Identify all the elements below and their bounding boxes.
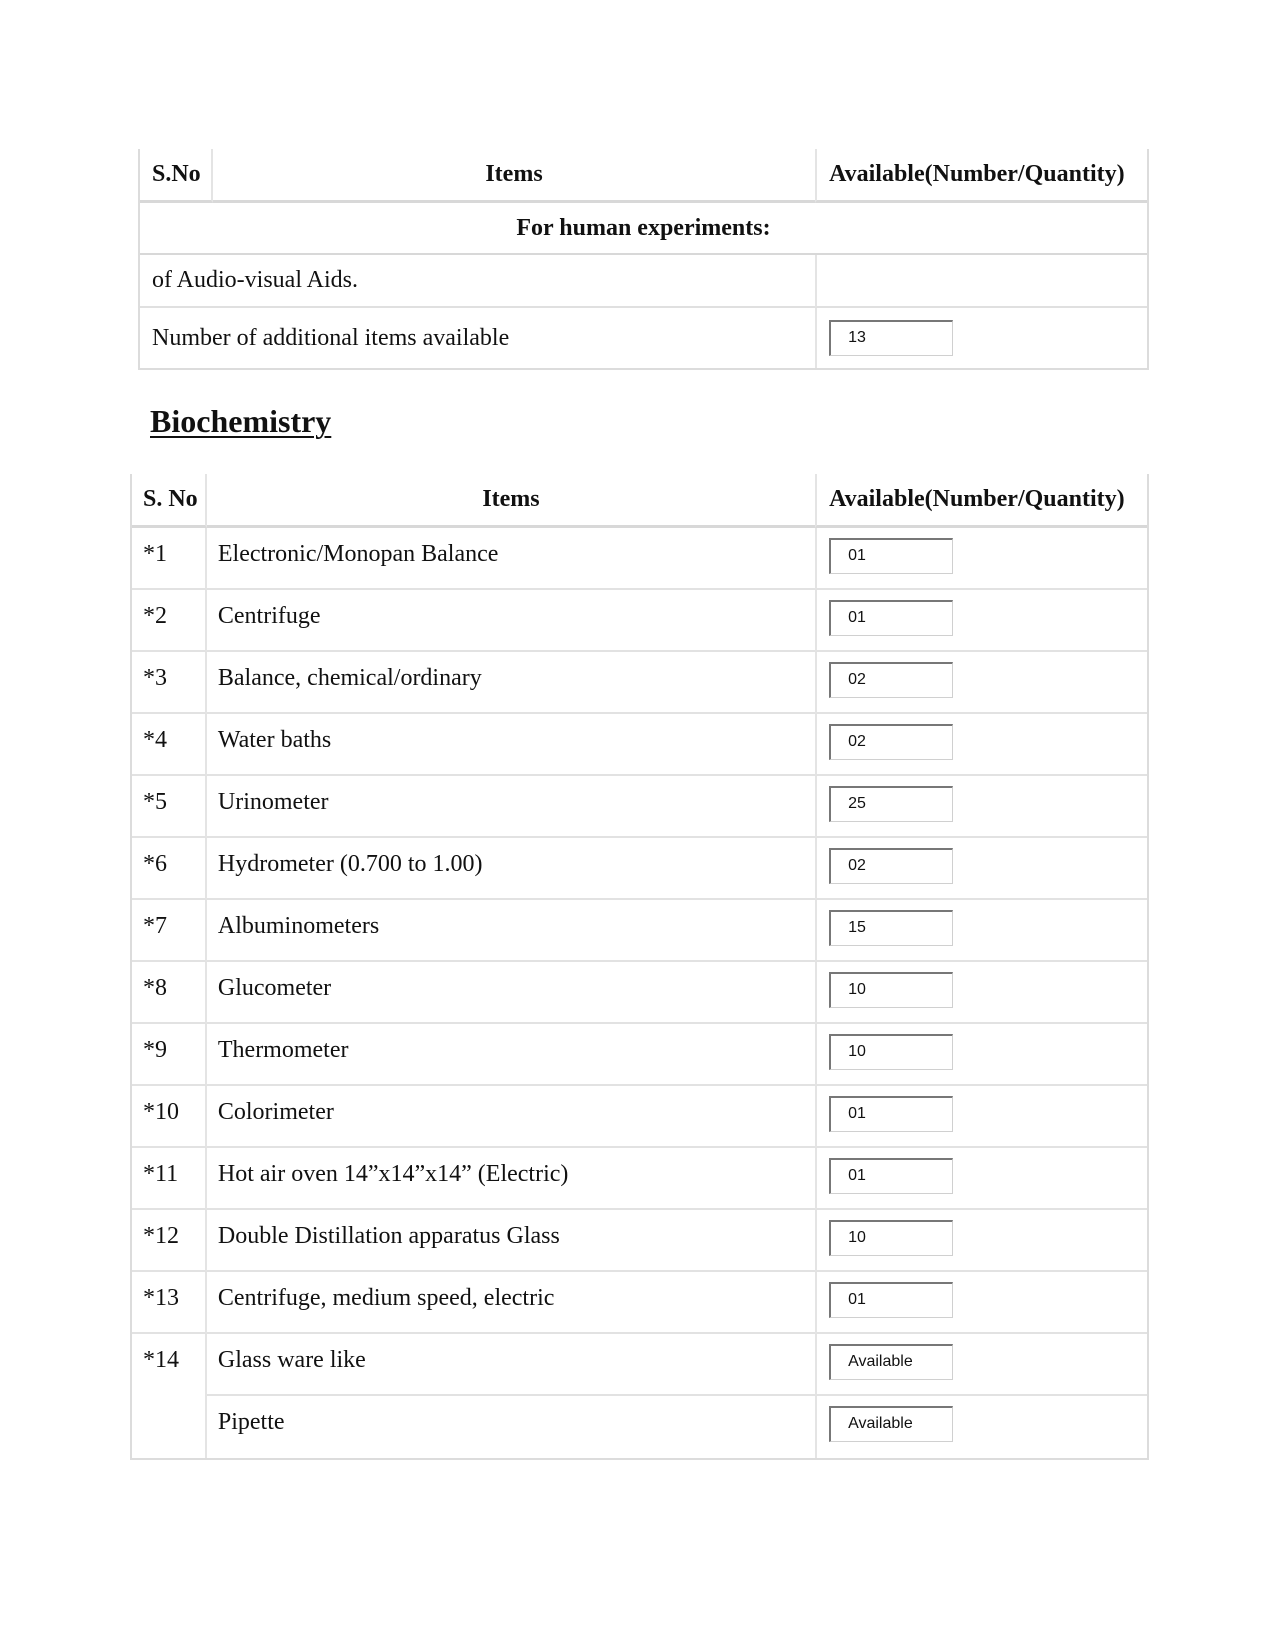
quantity-field[interactable]: 15 <box>829 910 953 946</box>
row-sno: *6 <box>132 838 207 900</box>
row-item: Colorimeter <box>207 1086 815 1148</box>
header-row <box>140 149 1147 203</box>
row-item: Hydrometer (0.700 to 1.00) <box>207 838 815 900</box>
quantity-field[interactable]: 01 <box>829 538 953 574</box>
row-value-cell <box>815 900 1147 962</box>
header-available: Available(Number/Quantity) <box>815 474 1147 528</box>
row-value-cell <box>815 962 1147 1024</box>
row-value-cell <box>815 1024 1147 1086</box>
header-available: Available(Number/Quantity) <box>815 149 1147 203</box>
row-value-cell <box>815 652 1147 714</box>
row-item: Thermometer <box>207 1024 815 1086</box>
row-value-cell <box>815 308 1147 368</box>
quantity-field[interactable]: Available <box>829 1344 953 1380</box>
row-value-cell <box>815 255 1147 308</box>
row-sno: *14 <box>132 1334 207 1396</box>
section-row <box>140 203 1147 255</box>
table-row <box>132 1024 1147 1086</box>
quantity-field[interactable]: 02 <box>829 662 953 698</box>
row-value-cell <box>815 1148 1147 1210</box>
table-row <box>132 1396 1147 1458</box>
row-sno: *2 <box>132 590 207 652</box>
biochemistry-table <box>130 474 1149 1460</box>
quantity-field[interactable]: 10 <box>829 972 953 1008</box>
row-item: Hot air oven 14”x14”x14” (Electric) <box>207 1148 815 1210</box>
quantity-field[interactable]: 01 <box>829 1158 953 1194</box>
table-row <box>140 255 1147 308</box>
row-item: Glucometer <box>207 962 815 1024</box>
row-sno: *7 <box>132 900 207 962</box>
table-row <box>132 1334 1147 1396</box>
row-sno: *10 <box>132 1086 207 1148</box>
row-sno: *11 <box>132 1148 207 1210</box>
quantity-field[interactable]: 13 <box>829 320 953 356</box>
table-row <box>132 652 1147 714</box>
quantity-field[interactable]: 01 <box>829 1282 953 1318</box>
row-item: Glass ware like <box>207 1334 815 1396</box>
row-value-cell <box>815 714 1147 776</box>
quantity-field[interactable]: 02 <box>829 848 953 884</box>
row-sno: *3 <box>132 652 207 714</box>
quantity-field[interactable]: 01 <box>829 1096 953 1132</box>
quantity-field[interactable]: Available <box>829 1406 953 1442</box>
row-value-cell <box>815 1210 1147 1272</box>
table-row <box>132 1210 1147 1272</box>
row-value-cell <box>815 528 1147 590</box>
table-row <box>132 838 1147 900</box>
row-item: Balance, chemical/ordinary <box>207 652 815 714</box>
row-sno: *8 <box>132 962 207 1024</box>
table-row <box>140 308 1147 368</box>
row-item: Centrifuge, medium speed, electric <box>207 1272 815 1334</box>
row-item: Water baths <box>207 714 815 776</box>
quantity-field[interactable]: 02 <box>829 724 953 760</box>
section-heading: Biochemistry <box>150 403 332 439</box>
row-item: Urinometer <box>207 776 815 838</box>
row-label: of Audio-visual Aids. <box>140 255 815 308</box>
quantity-field[interactable]: 25 <box>829 786 953 822</box>
row-item: Double Distillation apparatus Glass <box>207 1210 815 1272</box>
row-sno: *13 <box>132 1272 207 1334</box>
row-item: Electronic/Monopan Balance <box>207 528 815 590</box>
row-value-cell <box>815 1396 1147 1458</box>
row-value-cell <box>815 1334 1147 1396</box>
quantity-field[interactable]: 10 <box>829 1034 953 1070</box>
row-item: Albuminometers <box>207 900 815 962</box>
human-experiments-table <box>138 149 1149 370</box>
header-row <box>132 474 1147 528</box>
header-items: Items <box>207 474 815 528</box>
row-sno: *12 <box>132 1210 207 1272</box>
quantity-field[interactable]: 10 <box>829 1220 953 1256</box>
table-row <box>132 900 1147 962</box>
row-value-cell <box>815 1272 1147 1334</box>
row-label: Number of additional items available <box>152 324 510 351</box>
table-row <box>132 1086 1147 1148</box>
table-row <box>132 590 1147 652</box>
row-item: Centrifuge <box>207 590 815 652</box>
table-row <box>132 1272 1147 1334</box>
row-value-cell <box>815 1086 1147 1148</box>
row-value-cell <box>815 776 1147 838</box>
quantity-field[interactable]: 01 <box>829 600 953 636</box>
row-sno: *5 <box>132 776 207 838</box>
row-sno: *4 <box>132 714 207 776</box>
row-sno: *1 <box>132 528 207 590</box>
row-item: Pipette <box>217 1409 285 1435</box>
section-title: For human experiments: <box>140 203 1147 255</box>
table-row <box>132 528 1147 590</box>
row-sno <box>132 1396 207 1458</box>
table-row <box>132 776 1147 838</box>
table-row <box>132 714 1147 776</box>
row-sno: *9 <box>132 1024 207 1086</box>
table-row <box>132 962 1147 1024</box>
header-sno: S. No <box>132 474 207 528</box>
row-value-cell <box>815 838 1147 900</box>
row-value-cell <box>815 590 1147 652</box>
table-row <box>132 1148 1147 1210</box>
header-sno: S.No <box>140 149 213 203</box>
header-items: Items <box>213 149 815 203</box>
